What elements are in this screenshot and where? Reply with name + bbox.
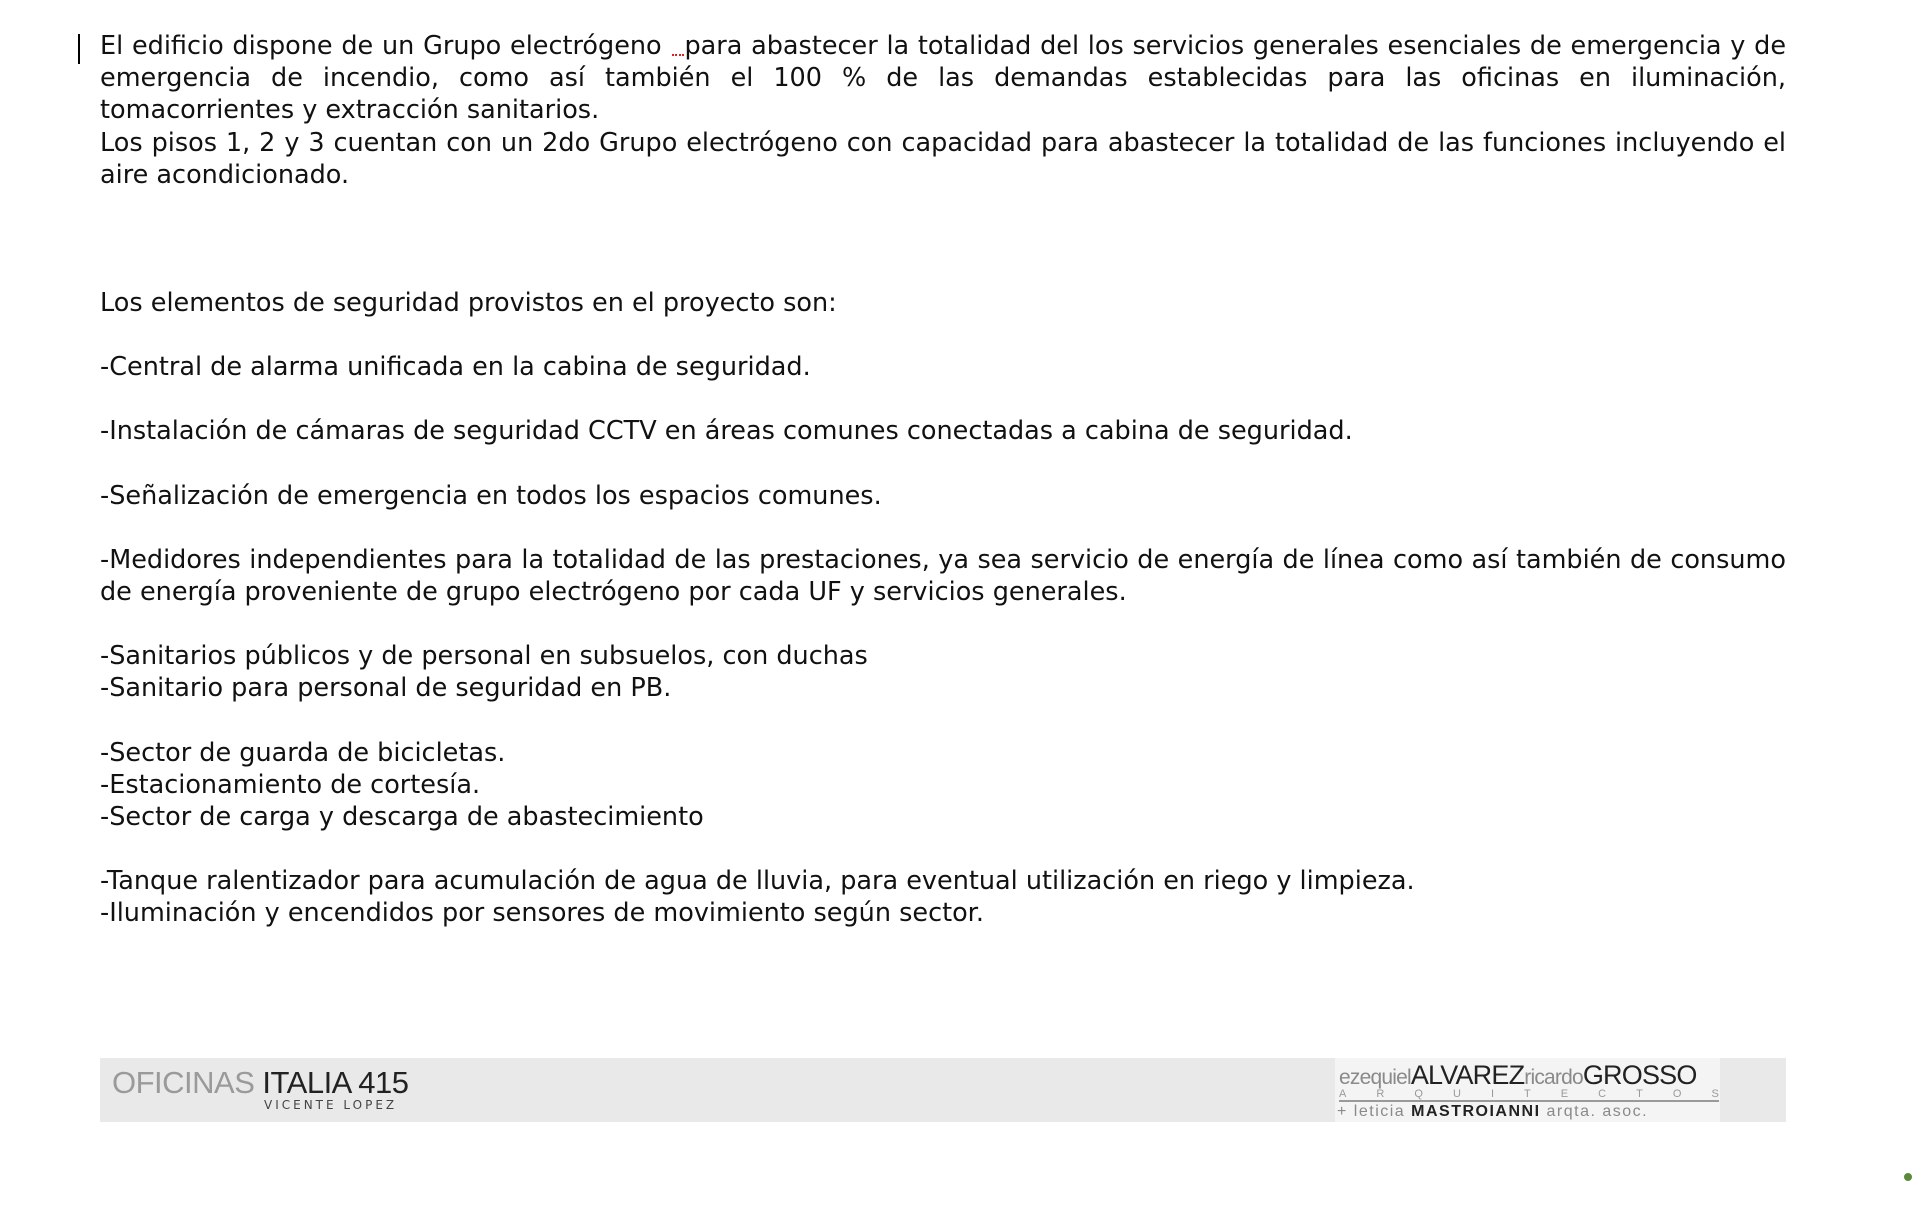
spellcheck-mark bbox=[672, 52, 684, 56]
firm-arquitectos bbox=[1339, 1088, 1719, 1100]
assoc-suffix: arqta. asoc. bbox=[1546, 1103, 1649, 1120]
assoc-prefix: + leticia bbox=[1337, 1103, 1406, 1120]
floors-paragraph: Los pisos 1, 2 y 3 cuentan con un 2do Grupo electrógeno con capacidad para abastecer la totalidad de las funciones incluyendo el aire acondicionado. bbox=[100, 127, 1786, 190]
project-name-dark: ITALIA 415 bbox=[262, 1065, 409, 1100]
spacer bbox=[100, 191, 1786, 287]
spacer bbox=[100, 383, 1786, 415]
project-location: VICENTE LOPEZ bbox=[264, 1098, 398, 1112]
list-item-alarm: -Central de alarma unificada en la cabina de seguridad. bbox=[100, 352, 811, 383]
arq-letter: U bbox=[1452, 1088, 1461, 1100]
spacer bbox=[100, 512, 1786, 544]
firm-logo bbox=[1335, 1058, 1720, 1122]
project-logo bbox=[112, 1066, 409, 1100]
project-name-light: OFICINAS bbox=[112, 1065, 255, 1100]
document-body[interactable] bbox=[100, 30, 1786, 930]
firm-first-name-2: ricardo bbox=[1524, 1066, 1583, 1089]
list-item-lighting: -Iluminación y encendidos por sensores de movimiento según sector. bbox=[100, 898, 984, 929]
list-item-meters: -Medidores independientes para la totalidad de las prestaciones, ya sea servicio de energía de línea como así también de consumo de energía proveniente de grupo electrógeno por cada UF y servicios generales. bbox=[100, 544, 1786, 608]
spacer bbox=[100, 448, 1786, 480]
arq-letter: A bbox=[1339, 1088, 1347, 1100]
spacer bbox=[100, 833, 1786, 865]
arq-letter: T bbox=[1636, 1088, 1643, 1100]
project-name bbox=[112, 1066, 409, 1100]
arq-letter: T bbox=[1524, 1088, 1531, 1100]
list-item-restroom-security: -Sanitario para personal de seguridad en PB. bbox=[100, 673, 672, 704]
security-heading: Los elementos de seguridad provistos en el proyecto son: bbox=[100, 288, 837, 319]
arq-letter: I bbox=[1490, 1088, 1494, 1100]
list-item-parking: -Estacionamiento de cortesía. bbox=[100, 769, 481, 800]
list-item-rain-tank: -Tanque ralentizador para acumulación de agua de lluvia, para eventual utilización en riego y limpieza. bbox=[100, 866, 1415, 897]
firm-associate bbox=[1337, 1103, 1648, 1121]
spacer bbox=[100, 608, 1786, 640]
firm-first-name-1: ezequiel bbox=[1339, 1066, 1411, 1089]
list-item-bicycles: -Sector de guarda de bicicletas. bbox=[100, 737, 506, 768]
arq-letter: S bbox=[1711, 1088, 1719, 1100]
status-dot-icon bbox=[1904, 1173, 1912, 1181]
list-item-restrooms-public: -Sanitarios públicos y de personal en subsuelos, con duchas bbox=[100, 641, 868, 672]
arq-letter: O bbox=[1672, 1088, 1682, 1100]
intro-part-2: para abastecer la totalidad del los servicios generales esenciales de emergencia y de emergencia de incendio, como así también el 100 % de las demandas establecidas para las oficinas en iluminación, tomacorrientes y extracción sanitarios. bbox=[100, 31, 1787, 126]
intro-part-1: El edificio dispone de un Grupo electrógeno bbox=[100, 31, 662, 61]
text-cursor bbox=[78, 34, 80, 64]
intro-paragraph bbox=[100, 30, 1786, 127]
firm-last-name-1: ALVAREZ bbox=[1410, 1060, 1525, 1090]
arq-letter: C bbox=[1598, 1088, 1607, 1100]
arq-letter: Q bbox=[1414, 1088, 1423, 1100]
list-item-loading: -Sector de carga y descarga de abastecimiento bbox=[100, 802, 704, 833]
firm-last-name-2: GROSSO bbox=[1582, 1060, 1697, 1090]
arq-letter: R bbox=[1376, 1088, 1385, 1100]
list-item-cctv: -Instalación de cámaras de seguridad CCTV en áreas comunes conectadas a cabina de seguridad. bbox=[100, 416, 1353, 447]
spacer bbox=[100, 705, 1786, 737]
list-item-signage: -Señalización de emergencia en todos los espacios comunes. bbox=[100, 480, 882, 511]
assoc-name: MASTROIANNI bbox=[1411, 1103, 1541, 1120]
spacer bbox=[100, 319, 1786, 351]
arq-letter: E bbox=[1560, 1088, 1569, 1100]
footer-band bbox=[100, 1058, 1786, 1122]
firm-divider bbox=[1339, 1100, 1719, 1102]
